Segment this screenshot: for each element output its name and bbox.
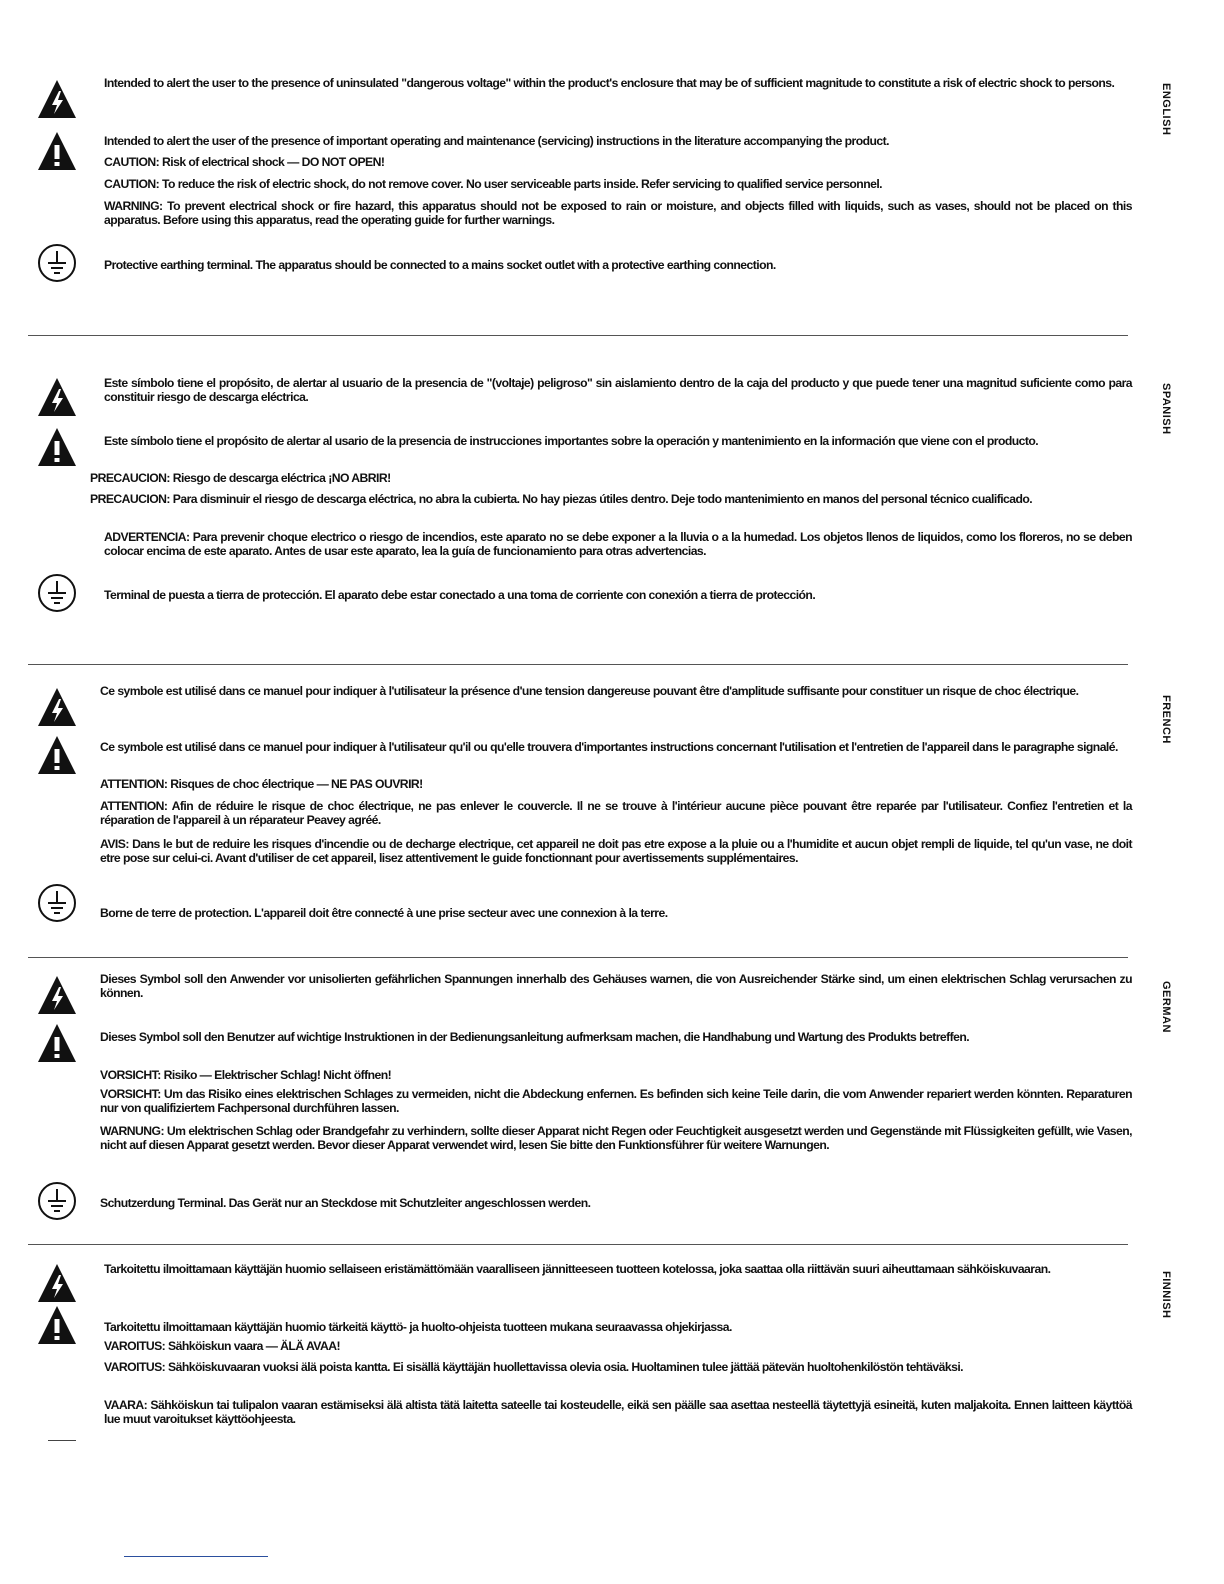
lightning-warning-icon: [36, 376, 78, 418]
divider: [28, 957, 1128, 958]
divider: [28, 664, 1128, 665]
caution-2: ATTENTION: Afin de réduire le risque de choc électrique, ne pas enlever le couvercle. Il ne se trouve à l'intérieur aucune pièce pouvant être reparée par l'utilisateur. Confiez l'entretien et la réparation de l'appareil à un réparateur Peavey agréé.: [100, 799, 1132, 827]
lightning-warning-icon: [36, 686, 78, 728]
caution-1: VORSICHT: Risiko — Elektrischer Schlag! Nicht öffnen!: [100, 1068, 392, 1082]
protective-earth-icon: [36, 572, 78, 614]
earth-text: Terminal de puesta a tierra de protección. El aparato debe estar conectado a una toma de corriente con conexión a tierra de protección.: [104, 588, 816, 602]
protective-earth-icon: [36, 1180, 78, 1222]
lightning-text: Tarkoitettu ilmoittamaan käyttäjän huomio sellaiseen eristämättömään vaaralliseen jännitteeseen tuotteen kotelossa, joka saattaa olla riittävän suuri aiheuttamaan sähköiskuvaaran.: [104, 1262, 1051, 1276]
protective-earth-icon: [36, 242, 78, 284]
exclamation-warning-icon: [36, 426, 78, 468]
lightning-text: Ce symbole est utilisé dans ce manuel pour indiquer à l'utilisateur la présence d'une tension dangereuse pouvant être d'amplitude suffisante pour constituer un risque de choc électrique.: [100, 684, 1079, 698]
warning-text: WARNUNG: Um elektrischen Schlag oder Brandgefahr zu verhindern, sollte dieser Apparat nicht Regen oder Feuchtigkeit ausgesetzt werden und Gegenstände mit Flüssigkeiten gefüllt, wie Vasen, nicht auf diesen Apparat gesetzt werden. Bevor dieser Apparat verwendet wird, lesen Sie bitte den Funktionsführer für weitere Warnungen.: [100, 1124, 1132, 1152]
exclamation-text: Intended to alert the user of the presence of important operating and maintenance (servicing) instructions in the literature accompanying the product.: [104, 134, 889, 148]
caution-1: PRECAUCION: Riesgo de descarga eléctrica ¡NO ABRIR!: [90, 471, 391, 485]
caution-1: ATTENTION: Risques de choc électrique — NE PAS OUVRIR!: [100, 777, 423, 791]
language-label: FINNISH: [1160, 1271, 1172, 1319]
lightning-text: Intended to alert the user to the presence of uninsulated "dangerous voltage" within the product's enclosure that may be of sufficient magnitude to constitute a risk of electric shock to persons.: [104, 76, 1115, 90]
exclamation-warning-icon: [36, 1304, 78, 1346]
caution-1: CAUTION: Risk of electrical shock — DO NOT OPEN!: [104, 155, 385, 169]
exclamation-warning-icon: [36, 1022, 78, 1064]
lightning-text: Dieses Symbol soll den Anwender vor unisolierten gefährlichen Spannungen innerhalb des Gehäuses warnen, die von Ausreichender Stärke sind, um einen elektrischen Schlag verursachen zu können.: [100, 972, 1132, 1000]
protective-earth-icon-partial: [48, 1440, 76, 1441]
caution-2: CAUTION: To reduce the risk of electric shock, do not remove cover. No user serviceable parts inside. Refer servicing to qualified service personnel.: [104, 177, 883, 191]
exclamation-text: Tarkoitettu ilmoittamaan käyttäjän huomio tärkeitä käyttö- ja huolto-ohjeista tuotteen mukana seuraavassa ohjekirjassa.: [104, 1320, 732, 1334]
protective-earth-icon: [36, 882, 78, 924]
lightning-warning-icon: [36, 974, 78, 1016]
lightning-warning-icon: [36, 78, 78, 120]
caution-2: VORSICHT: Um das Risiko eines elektrischen Schlages zu vermeiden, nicht die Abdeckung enfernen. Es befinden sich keine Teile darin, die vom Anwender repariert werden könnten. Reparaturen nur von qualifiziertem Fachpersonal durchführen lassen.: [100, 1087, 1132, 1115]
exclamation-text: Este símbolo tiene el propósito de alertar al usario de la presencia de instrucciones importantes sobre la operación y mantenimiento en la información que viene con el producto.: [104, 434, 1039, 448]
earth-text: Schutzerdung Terminal. Das Gerät nur an Steckdose mit Schutzleiter angeschlossen werden.: [100, 1196, 591, 1210]
exclamation-warning-icon: [36, 130, 78, 172]
caution-1: VAROITUS: Sähköiskun vaara — ÄLÄ AVAA!: [104, 1339, 340, 1353]
divider: [28, 335, 1128, 336]
exclamation-text: Dieses Symbol soll den Benutzer auf wichtige Instruktionen in der Bedienungsanleitung aufmerksam machen, die Handhabung und Wartung des Produkts betreffen.: [100, 1030, 970, 1044]
caution-2: VAROITUS: Sähköiskuvaaran vuoksi älä poista kantta. Ei sisällä käyttäjän huollettavissa olevia osia. Huoltaminen tulee jättää pätevän huoltohenkilöstön tehtäväksi.: [104, 1360, 964, 1374]
lightning-warning-icon: [36, 1262, 78, 1304]
warning-text: WARNING: To prevent electrical shock or fire hazard, this apparatus should not be exposed to rain or moisture, and objects filled with liquids, such as vases, should not be placed on this apparatus. Before using this apparatus, read the operating guide for further warnings.: [104, 199, 1132, 227]
language-label: SPANISH: [1160, 383, 1172, 435]
lightning-text: Este símbolo tiene el propósito, de alertar al usuario de la presencia de "(voltaje) peligroso" sin aislamiento dentro de la caja del producto y que puede tener una magnitud suficiente como para constituir riesgo de descarga eléctrica.: [104, 376, 1132, 404]
language-label: FRENCH: [1160, 694, 1172, 744]
divider: [28, 1244, 1128, 1245]
exclamation-warning-icon: [36, 734, 78, 776]
warning-text: AVIS: Dans le but de reduire les risques d'incendie ou de decharge electrique, cet appareil ne doit pas etre expose a la pluie ou a l'humidite et aucun objet rempli de liquide, tel qu'un vase, ne doit etre pose sur celui-ci. Avant d'utiliser de cet appareil, lisez attentivement le guide fonctionnant pour avertissements supplémentaires.: [100, 837, 1132, 865]
earth-text: Borne de terre de protection. L'appareil doit être connecté à une prise secteur avec une connexion à la terre.: [100, 906, 668, 920]
section-german: [28, 970, 1132, 1220]
section-spanish: [28, 372, 1132, 622]
section-english: [28, 72, 1132, 302]
warning-text: VAARA: Sähköiskun tai tulipalon vaaran estämiseksi älä altista tätä laitetta sateelle tai kosteudelle, eikä sen päälle saa asettaa nesteellä täytettyjä esineitä, kuten maljakoita. Ennen laitteen käyttöä lue muut varoitukset käyttöohjeesta.: [104, 1398, 1132, 1426]
caution-2: PRECAUCION: Para disminuir el riesgo de descarga eléctrica, no abra la cubierta. No hay piezas útiles dentro. Deje todo mantenimiento en manos del personal técnico cualificado.: [90, 492, 1033, 506]
language-label: GERMAN: [1160, 981, 1172, 1033]
footer-rule: [124, 1556, 268, 1557]
section-french: [28, 682, 1132, 932]
earth-text: Protective earthing terminal. The apparatus should be connected to a mains socket outlet with a protective earthing connection.: [104, 258, 776, 272]
exclamation-text: Ce symbole est utilisé dans ce manuel pour indiquer à l'utilisateur qu'il ou qu'elle trouvera d'importantes instructions concernant l'utilisation et l'entretien de l'appareil dans le paragraphe signalé.: [100, 740, 1118, 754]
warning-text: ADVERTENCIA: Para prevenir choque electrico o riesgo de incendios, este aparato no se debe exponer a la lluvia o a la humedad. Los objetos llenos de liquidos, como los floreros, no se deben colocar encima de este aparato. Antes de usar este aparato, lea la guía de funcionamiento para otras advertencias.: [104, 530, 1132, 558]
language-label: ENGLISH: [1160, 82, 1172, 136]
section-finnish: [28, 1258, 1132, 1458]
